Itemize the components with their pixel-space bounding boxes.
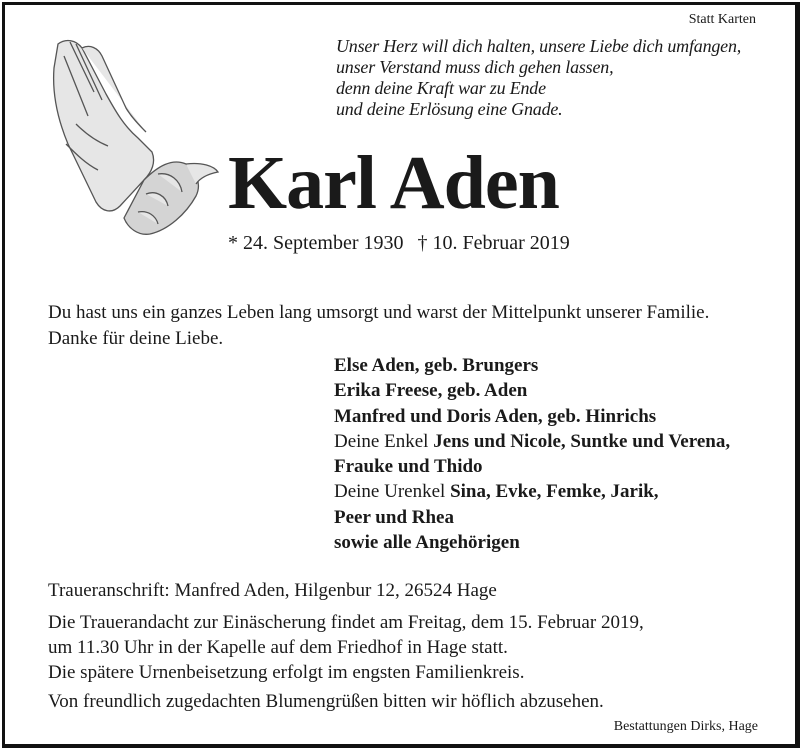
mourner-line: Manfred und Doris Aden, geb. Hinrichs [334, 405, 657, 427]
mourning-address: Traueranschrift: Manfred Aden, Hilgenbur 12, 26524 Hage [48, 580, 497, 601]
death-date: † 10. Februar 2019 [417, 232, 570, 254]
great-grandchildren-names: Sina, Evke, Femke, Jarik, [450, 481, 659, 503]
intro-line: Du hast uns ein ganzes Leben lang umsorgt und warst der Mittelpunkt unserer Familie. [48, 302, 710, 323]
statt-karten-note: Statt Karten [688, 12, 756, 27]
birth-date: * 24. September 1930 [228, 232, 404, 254]
flowers-note: Von freundlich zugedachten Blumengrüßen bitten wir höflich abzusehen. [48, 691, 604, 712]
undertaker-credit: Bestattungen Dirks, Hage [613, 719, 758, 734]
great-grandchildren-label: Deine Urenkel [334, 481, 451, 503]
grandchildren-names-cont: Frauke und Thido [334, 456, 483, 478]
mourners-list [334, 353, 730, 555]
service-info [48, 610, 644, 685]
great-grandchildren-names-cont: Peer und Rhea [334, 506, 454, 528]
life-dates [228, 232, 570, 255]
quote-line: und deine Erlösung eine Gnade. [336, 99, 563, 119]
praying-hands-icon [46, 34, 222, 240]
quote-line: unser Verstand muss dich gehen lassen, [336, 57, 614, 77]
memorial-quote [336, 36, 741, 120]
other-relatives: sowie alle Angehörigen [334, 532, 520, 554]
mourner-line: Erika Freese, geb. Aden [334, 380, 528, 402]
grandchildren-label: Deine Enkel [334, 430, 434, 452]
mourner-line: Else Aden, geb. Brungers [334, 355, 539, 376]
grandchildren-line [334, 429, 730, 454]
great-grandchildren-line [334, 479, 730, 504]
service-line: um 11.30 Uhr in der Kapelle auf dem Friedhof in Hage statt. [48, 637, 508, 658]
quote-line: denn deine Kraft war zu Ende [336, 78, 546, 98]
service-line: Die Trauerandacht zur Einäscherung findet am Freitag, dem 15. Februar 2019, [48, 612, 644, 633]
intro-line: Danke für deine Liebe. [48, 328, 224, 349]
deceased-name: Karl Aden [228, 141, 559, 225]
intro-text [48, 300, 709, 352]
service-line: Die spätere Urnenbeisetzung erfolgt im engsten Familienkreis. [48, 662, 525, 683]
grandchildren-names: Jens und Nicole, Suntke und Verena, [433, 430, 731, 452]
quote-line: Unser Herz will dich halten, unsere Liebe dich umfangen, [336, 36, 742, 56]
